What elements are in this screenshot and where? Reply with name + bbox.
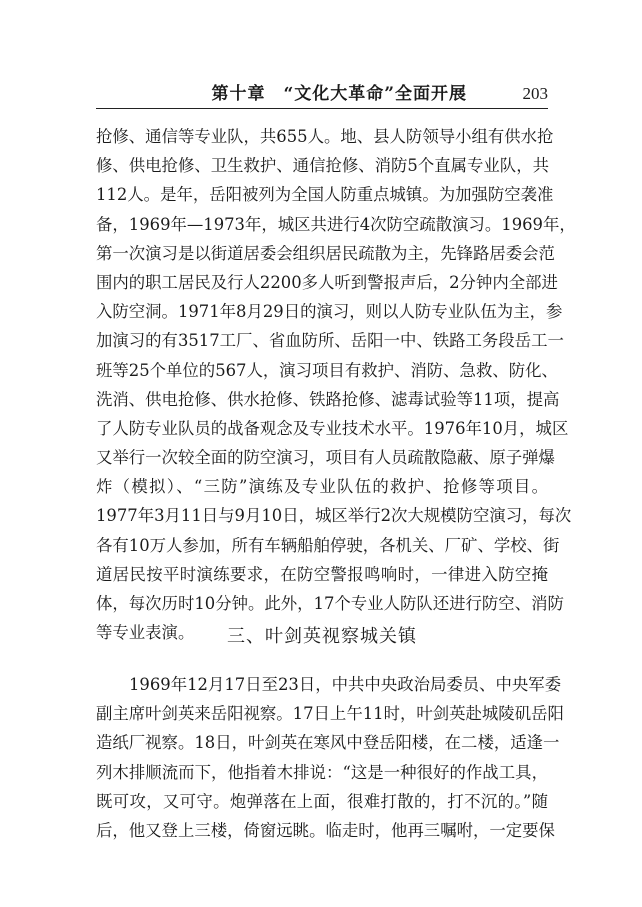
text-line: 1969年12月17日至23日，中共中央政治局委员、中央军委 [129, 675, 562, 694]
text-line: 既可攻，又可守。炮弹落在上面，很难打散的，打不沉的。”随 [96, 791, 548, 811]
text-line: 体，每次历时10分钟。此外，17个专业人防队还进行防空、消防 [96, 594, 564, 613]
text-line: 副主席叶剑英来岳阳视察。17日上午11时，叶剑英赴城陵矶岳阳 [96, 704, 564, 724]
text-line: 抢修、通信等专业队，共655人。地、县人防领导小组有供水抢 [96, 127, 554, 146]
text-line: 了人防专业队员的战备观念及专业技术水平。1976年10月，城区 [96, 418, 569, 438]
chapter-title: 第十章 “文化大革命”全面开展 [211, 84, 468, 104]
paragraph-civil-defense [96, 122, 576, 647]
text-line: 后，他又登上三楼，倚窗远眺。临走时，他再三嘱咐，一定要保 [96, 820, 555, 840]
text-line: 造纸厂视察。18日，叶剑英在寒风中登岳阳楼，在二楼，适逢一 [96, 733, 560, 753]
text-line: 修、供电抢修、卫生救护、通信抢修、消防5个直属专业队，共 [96, 156, 549, 176]
paragraph-ye-jianying-visit [96, 670, 564, 845]
text-line: 围内的职工居民及行人2200多人听到警报声后，2分钟内全部进 [96, 272, 558, 292]
text-line: 炸（模拟）、“三防”演练及专业队伍的救护、抢修等项目。 [96, 477, 548, 497]
text-line: 班等25个单位的567人，演习项目有救护、消防、急救、防化、 [96, 360, 558, 380]
text-line: 第一次演习是以街道居委会组织居民疏散为主，先锋路居委会范 [96, 243, 555, 263]
text-line: 列木排顺流而下，他指着木排说：“这是一种很好的作战工具， [96, 762, 548, 782]
page-number: 203 [522, 84, 548, 103]
text-line: 1977年3月11日与9月10日，城区举行2次大规模防空演习，每次 [96, 506, 572, 526]
text-line: 又举行一次较全面的防空演习，项目有人员疏散隐蔽、原子弹爆 [96, 448, 555, 468]
text-line: 加演习的有3517工厂、省血防所、岳阳一中、铁路工务段岳工一 [96, 331, 564, 351]
text-line: 备，1969年—1973年，城区共进行4次防空疏散演习。1969年， [96, 214, 576, 234]
text-line: 等专业表演。 [96, 623, 195, 643]
text-line: 道居民按平时演练要求，在防空警报鸣响时，一律进入防空掩 [96, 564, 548, 584]
text-line: 112人。是年，岳阳被列为全国人防重点城镇。为加强防空袭准 [96, 185, 554, 205]
text-line: 各有10万人参加，所有车辆船舶停驶，各机关、厂矿、学校、街 [96, 535, 560, 555]
section-heading: 三、叶剑英视察城关镇 [227, 626, 417, 647]
running-header [96, 80, 548, 109]
text-line: 洗消、供电抢修、供水抢修、铁路抢修、滤毒试验等11项，提高 [96, 389, 560, 409]
text-line: 入防空洞。1971年8月29日的演习，则以人防专业队伍为主，参 [96, 302, 563, 322]
